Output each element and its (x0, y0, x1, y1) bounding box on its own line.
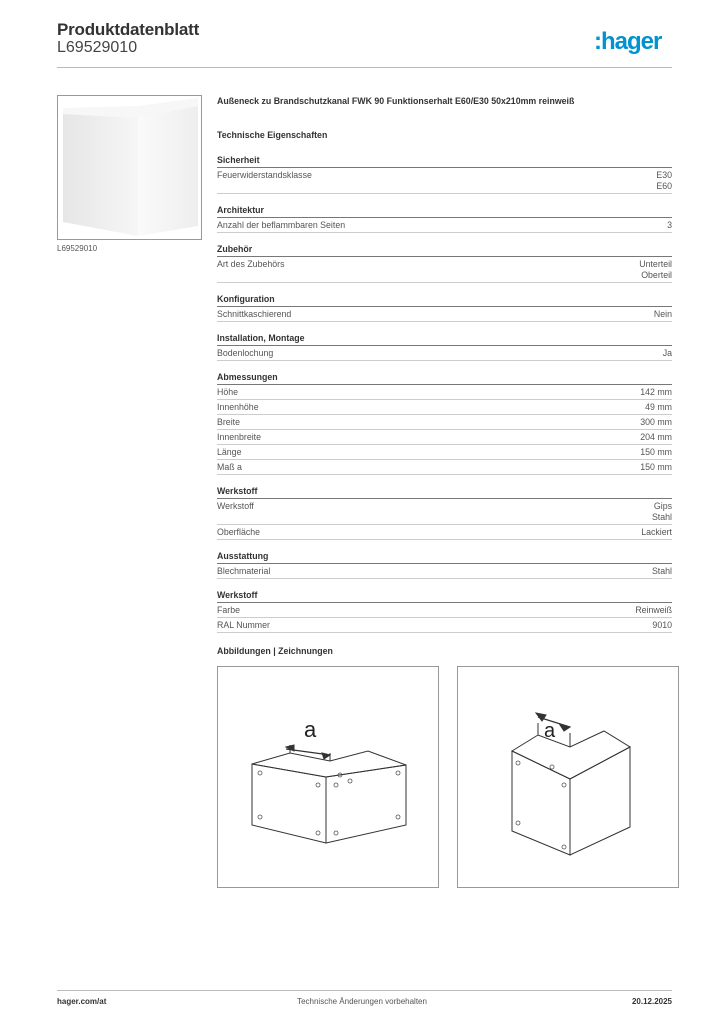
spec-section (217, 200, 672, 233)
document-title: Produktdatenblatt (57, 20, 200, 39)
tech-heading: Technische Eigenschaften (217, 130, 328, 140)
spec-value: 150 mm (640, 461, 672, 472)
spec-section-title: Installation, Montage (217, 328, 672, 346)
spec-values (652, 620, 672, 631)
spec-value: Stahl (651, 511, 672, 522)
spec-values (640, 462, 672, 473)
spec-values (667, 220, 672, 231)
spec-row (217, 445, 672, 460)
spec-section (217, 367, 672, 475)
spec-section (217, 239, 672, 283)
spec-values (640, 387, 672, 398)
spec-values (635, 605, 672, 616)
spec-value: E30 (656, 169, 672, 180)
spec-row (217, 415, 672, 430)
spec-values (645, 402, 672, 413)
spec-section (217, 289, 672, 322)
spec-values (640, 432, 672, 443)
document-subtitle: L69529010 (57, 39, 138, 56)
spec-row (217, 385, 672, 400)
spec-row (217, 218, 672, 233)
spec-values (640, 417, 672, 428)
spec-label: Schnittkaschierend (217, 308, 292, 319)
spec-section-title: Abmessungen (217, 367, 672, 385)
product-image (57, 95, 202, 240)
spec-value: Reinweiß (635, 604, 672, 615)
spec-sections (217, 150, 672, 633)
hager-logo (594, 28, 674, 54)
spec-value: Nein (653, 308, 672, 319)
spec-value: Oberteil (641, 269, 672, 280)
spec-value: 49 mm (645, 401, 672, 412)
spec-value: 204 mm (640, 431, 672, 442)
spec-values (656, 170, 672, 192)
spec-section-title: Konfiguration (217, 289, 672, 307)
drawing-rear (457, 666, 679, 888)
spec-label: Werkstoff (217, 500, 254, 511)
hager-logo-text: :hager (594, 28, 662, 54)
dim-label-a: a (304, 717, 317, 742)
spec-section-title: Sicherheit (217, 150, 672, 168)
drawing-front (217, 666, 439, 888)
spec-values (654, 309, 672, 320)
spec-row (217, 618, 672, 633)
spec-label: Art des Zubehörs (217, 258, 285, 269)
spec-value: Gips (653, 500, 672, 511)
spec-section-title: Werkstoff (217, 481, 672, 499)
spec-value: 150 mm (640, 446, 672, 457)
spec-row (217, 460, 672, 475)
spec-section (217, 150, 672, 194)
footer-website-link[interactable]: hager.com/at (57, 997, 107, 1006)
spec-section-title: Zubehör (217, 239, 672, 257)
spec-label: Breite (217, 416, 240, 427)
spec-label: Bodenlochung (217, 347, 274, 358)
spec-label: Oberfläche (217, 526, 261, 537)
spec-label: Farbe (217, 604, 240, 615)
spec-value: Ja (662, 347, 672, 358)
spec-value: 300 mm (640, 416, 672, 427)
spec-row (217, 346, 672, 361)
spec-section (217, 328, 672, 361)
spec-section (217, 546, 672, 579)
spec-label: Höhe (217, 386, 239, 397)
footer-date: 20.12.2025 (631, 997, 672, 1006)
spec-value: 142 mm (640, 386, 672, 397)
spec-label: Feuerwiderstandsklasse (217, 169, 312, 180)
figures-title: Abbildungen | Zeichnungen (217, 646, 333, 656)
spec-row (217, 307, 672, 322)
spec-section-title: Ausstattung (217, 546, 672, 564)
spec-label: Innenhöhe (217, 401, 259, 412)
spec-row (217, 525, 672, 540)
specifications (217, 96, 672, 633)
spec-values (640, 447, 672, 458)
spec-label: Maß a (217, 461, 242, 472)
spec-section-title: Werkstoff (217, 585, 672, 603)
spec-value: Stahl (651, 565, 672, 576)
corner-drawing-front (218, 667, 438, 887)
spec-values (641, 527, 672, 538)
spec-value: 9010 (652, 619, 672, 630)
spec-row (217, 499, 672, 525)
product-image-caption: L69529010 (57, 244, 98, 253)
header-divider (57, 67, 672, 68)
spec-value: E60 (656, 180, 672, 191)
spec-row (217, 400, 672, 415)
spec-values (663, 348, 672, 359)
spec-row (217, 603, 672, 618)
spec-values (652, 566, 672, 577)
spec-value: 3 (667, 219, 672, 230)
spec-section (217, 585, 672, 633)
footer-disclaimer: Technische Änderungen vorbehalten (297, 997, 427, 1006)
spec-section (217, 481, 672, 540)
spec-label: Anzahl der beflammbaren Seiten (217, 219, 346, 230)
spec-values (639, 259, 672, 281)
spec-label: Länge (217, 446, 242, 457)
spec-section-title: Architektur (217, 200, 672, 218)
spec-value: Lackiert (641, 526, 672, 537)
spec-label: RAL Nummer (217, 619, 270, 630)
spec-row (217, 168, 672, 194)
spec-row (217, 257, 672, 283)
corner-drawing-rear (458, 667, 678, 887)
spec-row (217, 430, 672, 445)
footer-divider (57, 990, 672, 991)
spec-values (652, 501, 672, 523)
spec-label: Innenbreite (217, 431, 262, 442)
spec-label: Blechmaterial (217, 565, 271, 576)
spec-value: Unterteil (639, 258, 672, 269)
product-title: Außeneck zu Brandschutzkanal FWK 90 Funktionserhalt E60/E30 50x210mm reinweiß (217, 96, 575, 106)
spec-row (217, 564, 672, 579)
dim-label-a-rear: a (544, 720, 556, 742)
